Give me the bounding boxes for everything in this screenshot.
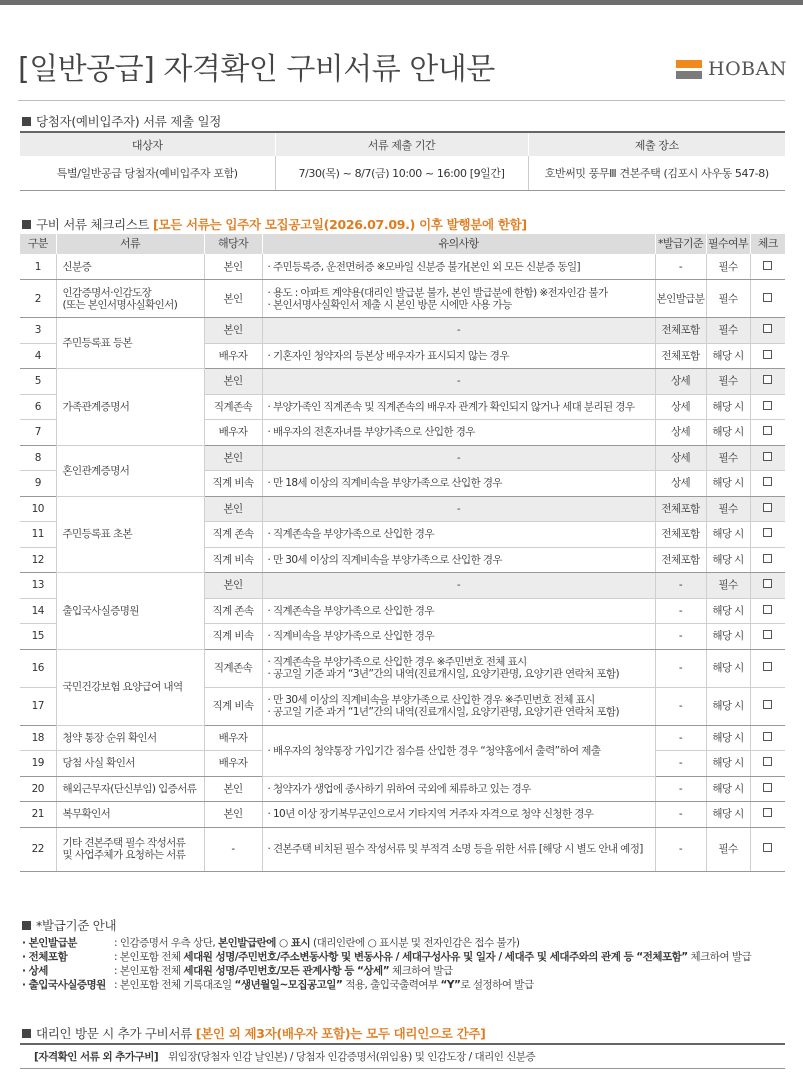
table-row: 12 직계 비속 · 만 30세 이상의 직계비속을 부양가족으로 산입한 경우 전체포함 해당 시	[20, 547, 785, 573]
col-header-place: 제출 장소	[528, 132, 785, 156]
schedule-header-row	[20, 132, 785, 156]
title-divider	[18, 100, 785, 101]
table-row: 1 신분증 본인 · 주민등록증, 운전면허증 ※모바일 신분증 불가[본인 외 모든 신분증 동일] - 필수	[20, 254, 785, 280]
checkbox[interactable]	[763, 528, 772, 537]
checkbox[interactable]	[763, 324, 772, 333]
page-title: [일반공급] 자격확인 구비서류 안내문	[18, 52, 495, 87]
checkbox[interactable]	[763, 783, 772, 792]
col-header-doc: 서류	[56, 234, 204, 254]
checkbox[interactable]	[763, 503, 772, 512]
checkbox[interactable]	[763, 554, 772, 563]
proxy-heading: 대리인 방문 시 추가 구비서류 [본인 외 제3자(배우자 포함)는 모두 대리인으로 간주]	[22, 1024, 486, 1042]
table-row: 19 당첨 사실 확인서 배우자 - 해당 시	[20, 751, 785, 777]
hoban-logo-icon	[676, 60, 702, 79]
table-row: 13 출입국사실증명원 본인 - - 필수	[20, 573, 785, 599]
bullet-square-icon	[22, 1029, 31, 1038]
table-row: 15 직계 비속 · 직계비속을 부양가족으로 산입한 경우 - 해당 시	[20, 624, 785, 650]
checklist-header-row	[20, 234, 785, 254]
schedule-target: 특별/일반공급 당첨자(예비입주자 포함)	[20, 156, 275, 190]
legend-item: · 본인발급분 : 인감증명서 우측 상단, 본인발급란에 ○ 표시 (대리인란에 ○ 표시분 및 전자인감은 접수 불가)	[22, 937, 520, 949]
checkbox[interactable]	[763, 477, 772, 486]
legend-item: · 출입국사실증명원 : 본인포함 전체 기록대조일 “생년월일~모집공고일” 적용, 출입국출력여부 “Y”로 설정하여 발급	[22, 979, 534, 991]
table-row: 9 직계 비속 · 만 18세 이상의 직계비속을 부양가족으로 산입한 경우 상세 해당 시	[20, 471, 785, 497]
col-header-std: *발급기준	[655, 234, 706, 254]
checklist-heading-highlight: [모든 서류는 입주자 모집공고일(2026.07.09.) 이후 발행분에 한함]	[153, 217, 527, 232]
col-header-req: 필수여부	[706, 234, 750, 254]
proxy-label: [자격확인 서류 외 추가구비]	[34, 1051, 159, 1063]
schedule-heading: 당첨자(예비입주자) 서류 제출 일정	[22, 112, 221, 130]
checkbox[interactable]	[763, 261, 772, 270]
table-row: 16 국민건강보험 요양급여 내역 직계존속 · 직계존속을 부양가족으로 산입한 경우 ※주민번호 전체 표시 · 공고일 기준 과거 “3년”간의 내역(진료개시일, 요양기관명, 요양기관 연락처 포함) - 해당 시	[20, 649, 785, 687]
table-row: 2 인감증명서·인감도장 (또는 본인서명사실확인서) 본인 · 용도 : 아파트 계약용(대리인 발급분 불가, 본인 발급분에 한함) ※전자인감 불가 · 본인서명사실확인서 제출 시 본인 방문 시에만 사용 가능 본인발급분 필수	[20, 280, 785, 318]
proxy-heading-highlight: [본인 외 제3자(배우자 포함)는 모두 대리인으로 간주]	[195, 1026, 486, 1041]
table-row: 17 직계 비속 · 만 30세 이상의 직계비속을 부양가족으로 산입한 경우 ※주민번호 전체 표시 · 공고일 기준 과거 “1년”간의 내역(진료개시일, 요양기관명, 요양기관 연락처 포함) - 해당 시	[20, 687, 785, 725]
table-row: 8 혼인관계증명서 본인 - 상세 필수	[20, 445, 785, 471]
checkbox[interactable]	[763, 630, 772, 639]
col-header-target: 대상자	[20, 132, 275, 156]
issuance-legend	[22, 936, 751, 992]
checklist-heading: 구비 서류 체크리스트 [모든 서류는 입주자 모집공고일(2026.07.09.) 이후 발행분에 한함]	[22, 215, 527, 233]
checkbox[interactable]	[763, 579, 772, 588]
proxy-text: 위임장(당첨자 인감 날인본) / 당첨자 인감증명서(위임용) 및 인감도장 / 대리인 신분증	[168, 1051, 536, 1063]
legend-item: · 전체포함 : 본인포함 전체 세대원 성명/주민번호/주소변동사항 및 변동사유 / 세대구성사유 및 일자 / 세대주 및 세대주와의 관계 등 “전체포함” 체크하여 발급	[22, 951, 752, 963]
checkbox[interactable]	[763, 452, 772, 461]
bullet-square-icon	[22, 117, 31, 126]
col-header-no: 구분	[20, 234, 56, 254]
table-row: 18 청약 통장 순위 확인서 배우자 · 배우자의 청약통장 가입기간 점수를 산입한 경우 “청약홈에서 출력”하여 제출 - 해당 시	[20, 725, 785, 751]
checkbox[interactable]	[763, 700, 772, 709]
schedule-table	[20, 131, 785, 191]
table-row: 4 배우자 · 기혼자인 청약자의 등본상 배우자가 표시되지 않는 경우 전체포함 해당 시	[20, 343, 785, 369]
checkbox[interactable]	[763, 293, 772, 302]
checkbox[interactable]	[763, 843, 772, 852]
table-row: 10 주민등록표 초본 본인 - 전체포함 필수	[20, 496, 785, 522]
col-header-note: 유의사항	[262, 234, 655, 254]
checkbox[interactable]	[763, 732, 772, 741]
proxy-documents	[20, 1043, 785, 1069]
checkbox[interactable]	[763, 605, 772, 614]
schedule-place: 호반써밋 풍무Ⅲ 견본주택 (김포시 사우동 547-8)	[528, 156, 785, 190]
schedule-period: 7/30(목) ~ 8/7(금) 10:00 ~ 16:00 [9일간]	[275, 156, 528, 190]
brand-logo	[676, 58, 787, 80]
bullet-square-icon	[22, 220, 31, 229]
col-header-who: 해당자	[204, 234, 262, 254]
legend-item: · 상세 : 본인포함 전체 세대원 성명/주민번호/모든 관계사항 등 “상세” 체크하여 발급	[22, 965, 453, 977]
legend-heading: *발급기준 안내	[22, 916, 116, 934]
checkbox[interactable]	[763, 401, 772, 410]
checkbox[interactable]	[763, 350, 772, 359]
checklist-table	[20, 234, 785, 872]
table-row: 3 주민등록표 등본 본인 - 전체포함 필수	[20, 318, 785, 344]
checkbox[interactable]	[763, 808, 772, 817]
table-row: 20 해외근무자(단신부임) 입증서류 본인 · 청약자가 생업에 종사하기 위하여 국외에 체류하고 있는 경우 - 해당 시	[20, 776, 785, 802]
brand-name: HOBAN	[708, 58, 787, 80]
schedule-row	[20, 156, 785, 190]
col-header-check: 체크	[750, 234, 785, 254]
table-row: 11 직계 존속 · 직계존속을 부양가족으로 산입한 경우 전체포함 해당 시	[20, 522, 785, 548]
table-row: 5 가족관계증명서 본인 - 상세 필수	[20, 369, 785, 395]
checkbox[interactable]	[763, 757, 772, 766]
table-row: 6 직계존속 · 부양가족인 직계존속 및 직계존속의 배우자 관계가 확인되지 않거나 세대 분리된 경우 상세 해당 시	[20, 394, 785, 420]
table-row: 7 배우자 · 배우자의 전혼자녀를 부양가족으로 산입한 경우 상세 해당 시	[20, 420, 785, 446]
top-bar	[0, 0, 803, 5]
col-header-period: 서류 제출 기간	[275, 132, 528, 156]
bullet-square-icon	[22, 921, 31, 930]
checkbox[interactable]	[763, 426, 772, 435]
checkbox[interactable]	[763, 662, 772, 671]
checkbox[interactable]	[763, 375, 772, 384]
table-row: 14 직계 존속 · 직계존속을 부양가족으로 산입한 경우 - 해당 시	[20, 598, 785, 624]
table-row: 22 기타 견본주택 필수 작성서류 및 사업주체가 요청하는 서류 - · 견본주택 비치된 필수 작성서류 및 부적격 소명 등을 위한 서류 [해당 시 별도 안내 예정] - 필수	[20, 827, 785, 871]
table-row: 21 복무확인서 본인 · 10년 이상 장기복무군인으로서 기타지역 거주자 자격으로 청약 신청한 경우 - 해당 시	[20, 802, 785, 828]
